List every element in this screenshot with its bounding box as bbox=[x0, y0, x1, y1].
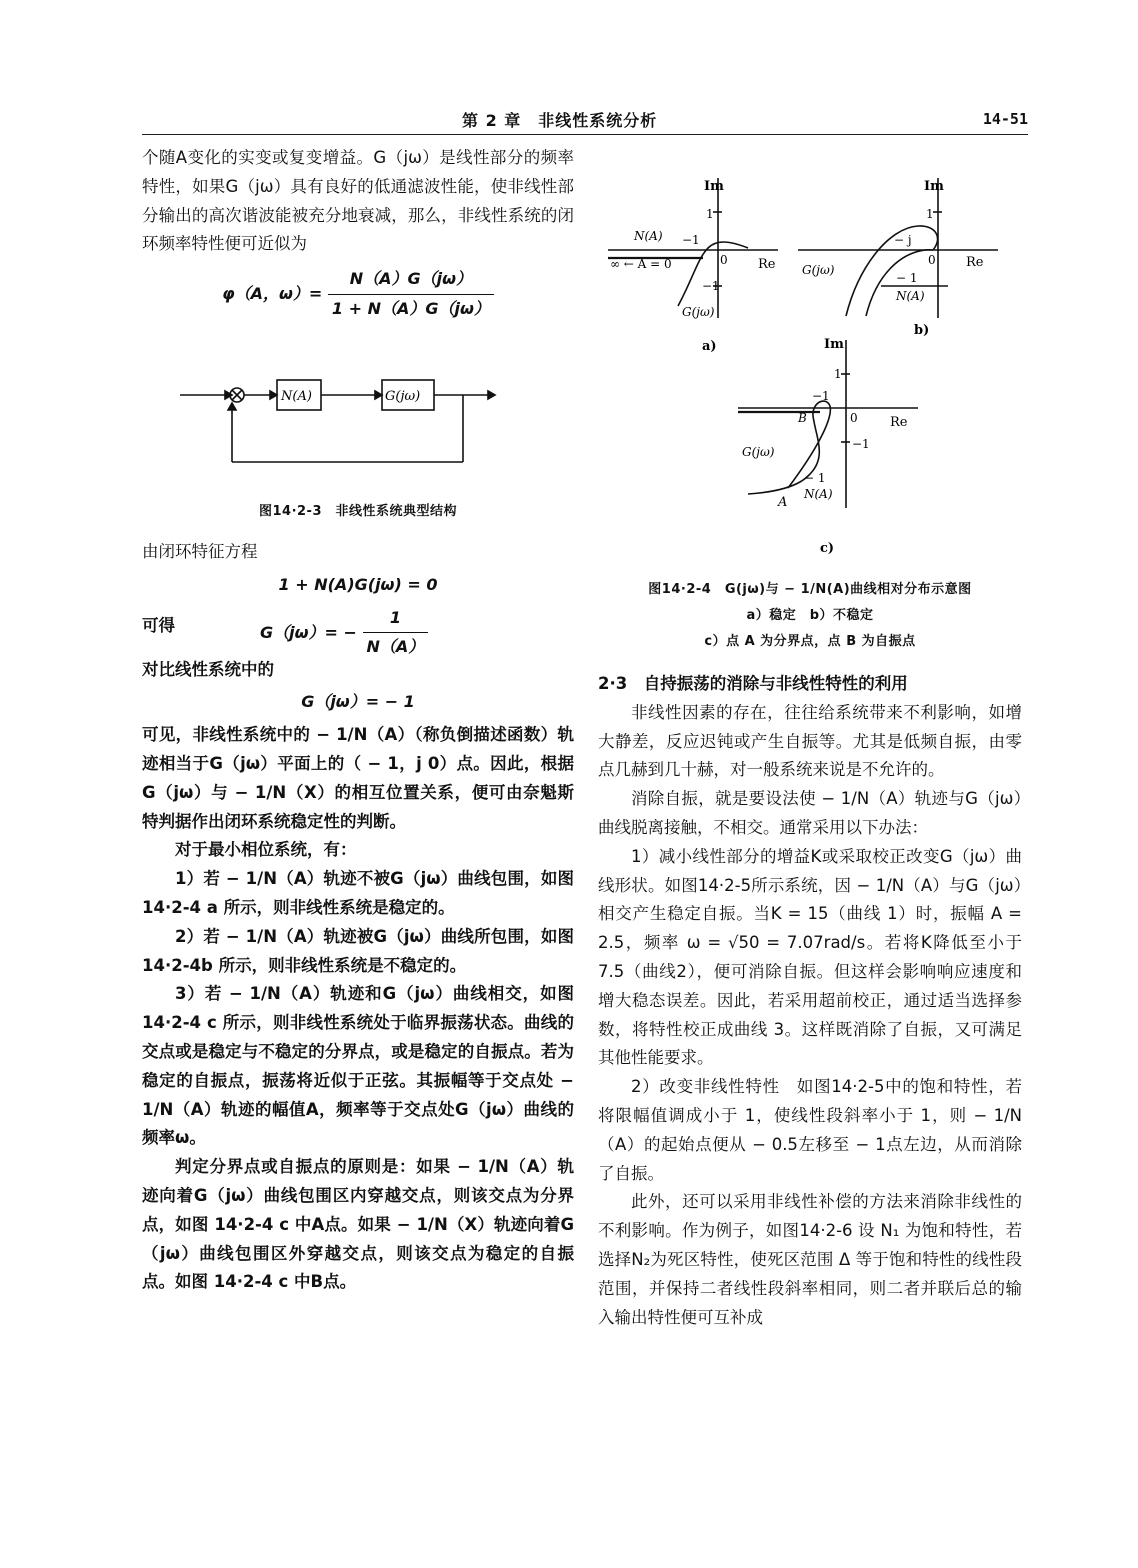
right-paragraph-4: 2）改变非线性特性 如图14·2-5中的饱和特性，若将限幅值调成小于 1，使线性段斜率小于 1，则 − 1/N（A）的起始点便从 − 0.5左移至 − 1点左边，从而消除了自振。 bbox=[598, 1077, 1022, 1183]
fig-b-g-jw: G(jω) bbox=[802, 263, 835, 277]
eq3-denominator: N（A） bbox=[366, 637, 425, 657]
equation-linear-critical: G（jω）= − 1 bbox=[301, 692, 415, 712]
fig-c-neg-one: − 1 bbox=[804, 471, 826, 485]
figure-3-caption: 图14·2-3 非线性系统典型结构 bbox=[258, 504, 458, 519]
page-header bbox=[142, 104, 1028, 135]
fig-c-g-jw: G(jω) bbox=[742, 445, 775, 459]
figure-4-sub2: c）点 A 为分界点，点 B 为自振点 bbox=[704, 634, 916, 649]
fig-b-re: Re bbox=[966, 255, 984, 270]
fig-a-minus-one: −1 bbox=[682, 233, 700, 247]
fig-b-one: 1 bbox=[926, 207, 934, 221]
section-heading: 2·3 自持振荡的消除与非线性特性的利用 bbox=[598, 674, 908, 693]
left-column bbox=[142, 144, 574, 328]
chapter-title: 第 2 章 非线性系统分析 bbox=[462, 111, 658, 130]
left-paragraph-8: 2）若 − 1/N（A）轨迹被G（jω）曲线所包围，如图 14·2-4b 所示，则非线性系统是不稳定的。 bbox=[142, 926, 574, 975]
left-paragraph-1: 个随A变化的实变或复变增益。G（jω）是线性部分的频率特性，如果G（jω）具有良好的低通滤波性能，使非线性部分输出的高次谐波能被充分地衰减，那么，非线性系统的闭环频率特性便可近似为 bbox=[142, 148, 574, 254]
fig-c-minus-one: −1 bbox=[812, 389, 830, 403]
block-diagram-figure bbox=[170, 350, 530, 470]
left-column-continued bbox=[142, 538, 574, 1297]
fig-c-zero: 0 bbox=[850, 411, 858, 425]
block-n-label: N(A) bbox=[281, 389, 312, 404]
fig-c-one: 1 bbox=[834, 367, 842, 381]
fig-c-n-a: N(A) bbox=[804, 487, 833, 501]
right-paragraph-5: 此外，还可以采用非线性补偿的方法来消除非线性的不利影响。作为例子，如图14·2-6 设 N₁ 为饱和特性，若选择N₂为死区特性，使死区范围 Δ 等于饱和特性的线性段范围，并保持二者线性段斜率相同，则二者并联后总的输入输出特性便可互补成 bbox=[598, 1192, 1022, 1327]
equation-characteristic: 1 + N(A)G(jω) = 0 bbox=[278, 574, 438, 594]
eq1-denominator: 1 + N（A）G（jω） bbox=[331, 298, 490, 318]
fig-b-minus-j: − j bbox=[894, 233, 912, 247]
eq1-numerator: N（A）G（jω） bbox=[328, 265, 494, 295]
derive-label: 可得 bbox=[142, 615, 175, 635]
figure-4-sub1: a）稳定 b）不稳定 bbox=[746, 608, 874, 623]
left-paragraph-5: 可见，非线性系统中的 − 1/N（A）（称负倒描述函数）轨迹相当于G（jω）平面上的（ − 1，j 0）点。因此，根据G（jω）与 − 1/N（X）的相互位置关系，便可由奈魁斯特判据作出闭环系统稳定性的判断。 bbox=[142, 725, 574, 831]
fig-a-minus-one-im: −1 bbox=[702, 279, 720, 293]
left-paragraph-4: 对比线性系统中的 bbox=[142, 659, 274, 679]
right-column bbox=[598, 664, 1022, 1332]
fig-c-point-b: B bbox=[798, 411, 807, 425]
eq3-fraction bbox=[363, 604, 429, 663]
fig-c-im: Im bbox=[824, 337, 844, 352]
fig-b-im: Im bbox=[924, 179, 944, 194]
equation-gjw bbox=[260, 604, 428, 663]
right-paragraph-3: 1）减小线性部分的增益K或采取校正改变G（jω）曲线形状。如图14·2-5所示系统，因 − 1/N（A）与G（jω）相交产生稳定自振。当K = 15（曲线 1）时，振幅 A = 2.5，频率 ω = √50 = 7.07rad/s。若将K降低至小于 7.5（曲线2），便可消除自振。但这样会影响响应速度和增大稳态误差。因此，若采用超前校正，通过适当选择参数，将特性校正成曲线 3。这样既消除了自振，又可满足其他性能要求。 bbox=[598, 846, 1022, 1068]
fig-a-n-a: N(A) bbox=[634, 229, 663, 243]
fig-a-re: Re bbox=[758, 257, 776, 272]
nyquist-figure bbox=[598, 168, 1028, 568]
fig-b-neg-one: − 1 bbox=[896, 271, 918, 285]
fig-b-label: b) bbox=[914, 323, 930, 338]
fig-b-n-a: N(A) bbox=[896, 289, 925, 303]
fig-b-zero: 0 bbox=[928, 253, 936, 267]
left-paragraph-2: 由闭环特征方程 bbox=[142, 542, 258, 561]
fig-a-g-jw: G(jω) bbox=[682, 305, 715, 319]
left-paragraph-6: 对于最小相位系统，有： bbox=[175, 840, 357, 860]
fig-a-im: Im bbox=[704, 179, 724, 194]
fig-a-label: a) bbox=[702, 339, 717, 354]
right-paragraph-2: 消除自振，就是要设法使 − 1/N（A）轨迹与G（jω）曲线脱离接触，不相交。通常采用以下办法： bbox=[598, 789, 1022, 837]
figure-4-caption: 图14·2-4 G(jω)与 − 1/N(A)曲线相对分布示意图 bbox=[648, 582, 972, 597]
right-paragraph-1: 非线性因素的存在，往往给系统带来不利影响，如增大静差，反应迟钝或产生自振等。尤其是低频自振，由零点几赫到几十赫，对一般系统来说是不允许的。 bbox=[598, 702, 1022, 780]
eq1-lhs: φ（A，ω）= bbox=[222, 283, 323, 303]
fig-a-one: 1 bbox=[706, 207, 714, 221]
fig-c-label: c) bbox=[820, 541, 835, 556]
page-number: 14-51 bbox=[982, 110, 1028, 128]
equation-closed-loop bbox=[142, 265, 574, 324]
fig-a-zero: 0 bbox=[720, 253, 728, 267]
left-paragraph-7: 1）若 − 1/N（A）轨迹不被G（jω）曲线包围，如图14·2-4 a 所示，则非线性系统是稳定的。 bbox=[142, 869, 574, 917]
eq1-fraction bbox=[328, 265, 494, 324]
equation-gjw-row bbox=[142, 604, 574, 657]
left-paragraph-9: 3）若 − 1/N（A）轨迹和G（jω）曲线相交，如图14·2-4 c 所示，则非线性系统处于临界振荡状态。曲线的交点或是稳定与不稳定的分界点，或是稳定的自振点。若为稳定的自振点，振荡将近似于正弦。其振幅等于交点处 − 1/N（A）轨迹的幅值A，频率等于交点处G（jω）曲线的频率ω。 bbox=[142, 984, 574, 1148]
eq3-numerator: 1 bbox=[363, 604, 429, 634]
block-g-label: G(jω) bbox=[385, 389, 421, 404]
fig-c-point-a: A bbox=[778, 495, 788, 510]
fig-c-minus-one-im: −1 bbox=[852, 437, 870, 451]
left-paragraph-10: 判定分界点或自振点的原则是：如果 − 1/N（A）轨迹向着G（jω）曲线包围区内穿越交点，则该交点为分界点，如图 14·2-4 c 中A点。如果 − 1/N（X）轨迹向着G（jω）曲线包围区外穿越交点，则该交点为稳定的自振点。如图 14·2-4 c 中B点。 bbox=[142, 1157, 574, 1292]
eq3-lhs: G（jω）= − bbox=[260, 622, 357, 642]
fig-c-re: Re bbox=[890, 415, 908, 430]
fig-a-a-inf: ∞ ← A = 0 bbox=[610, 257, 672, 271]
